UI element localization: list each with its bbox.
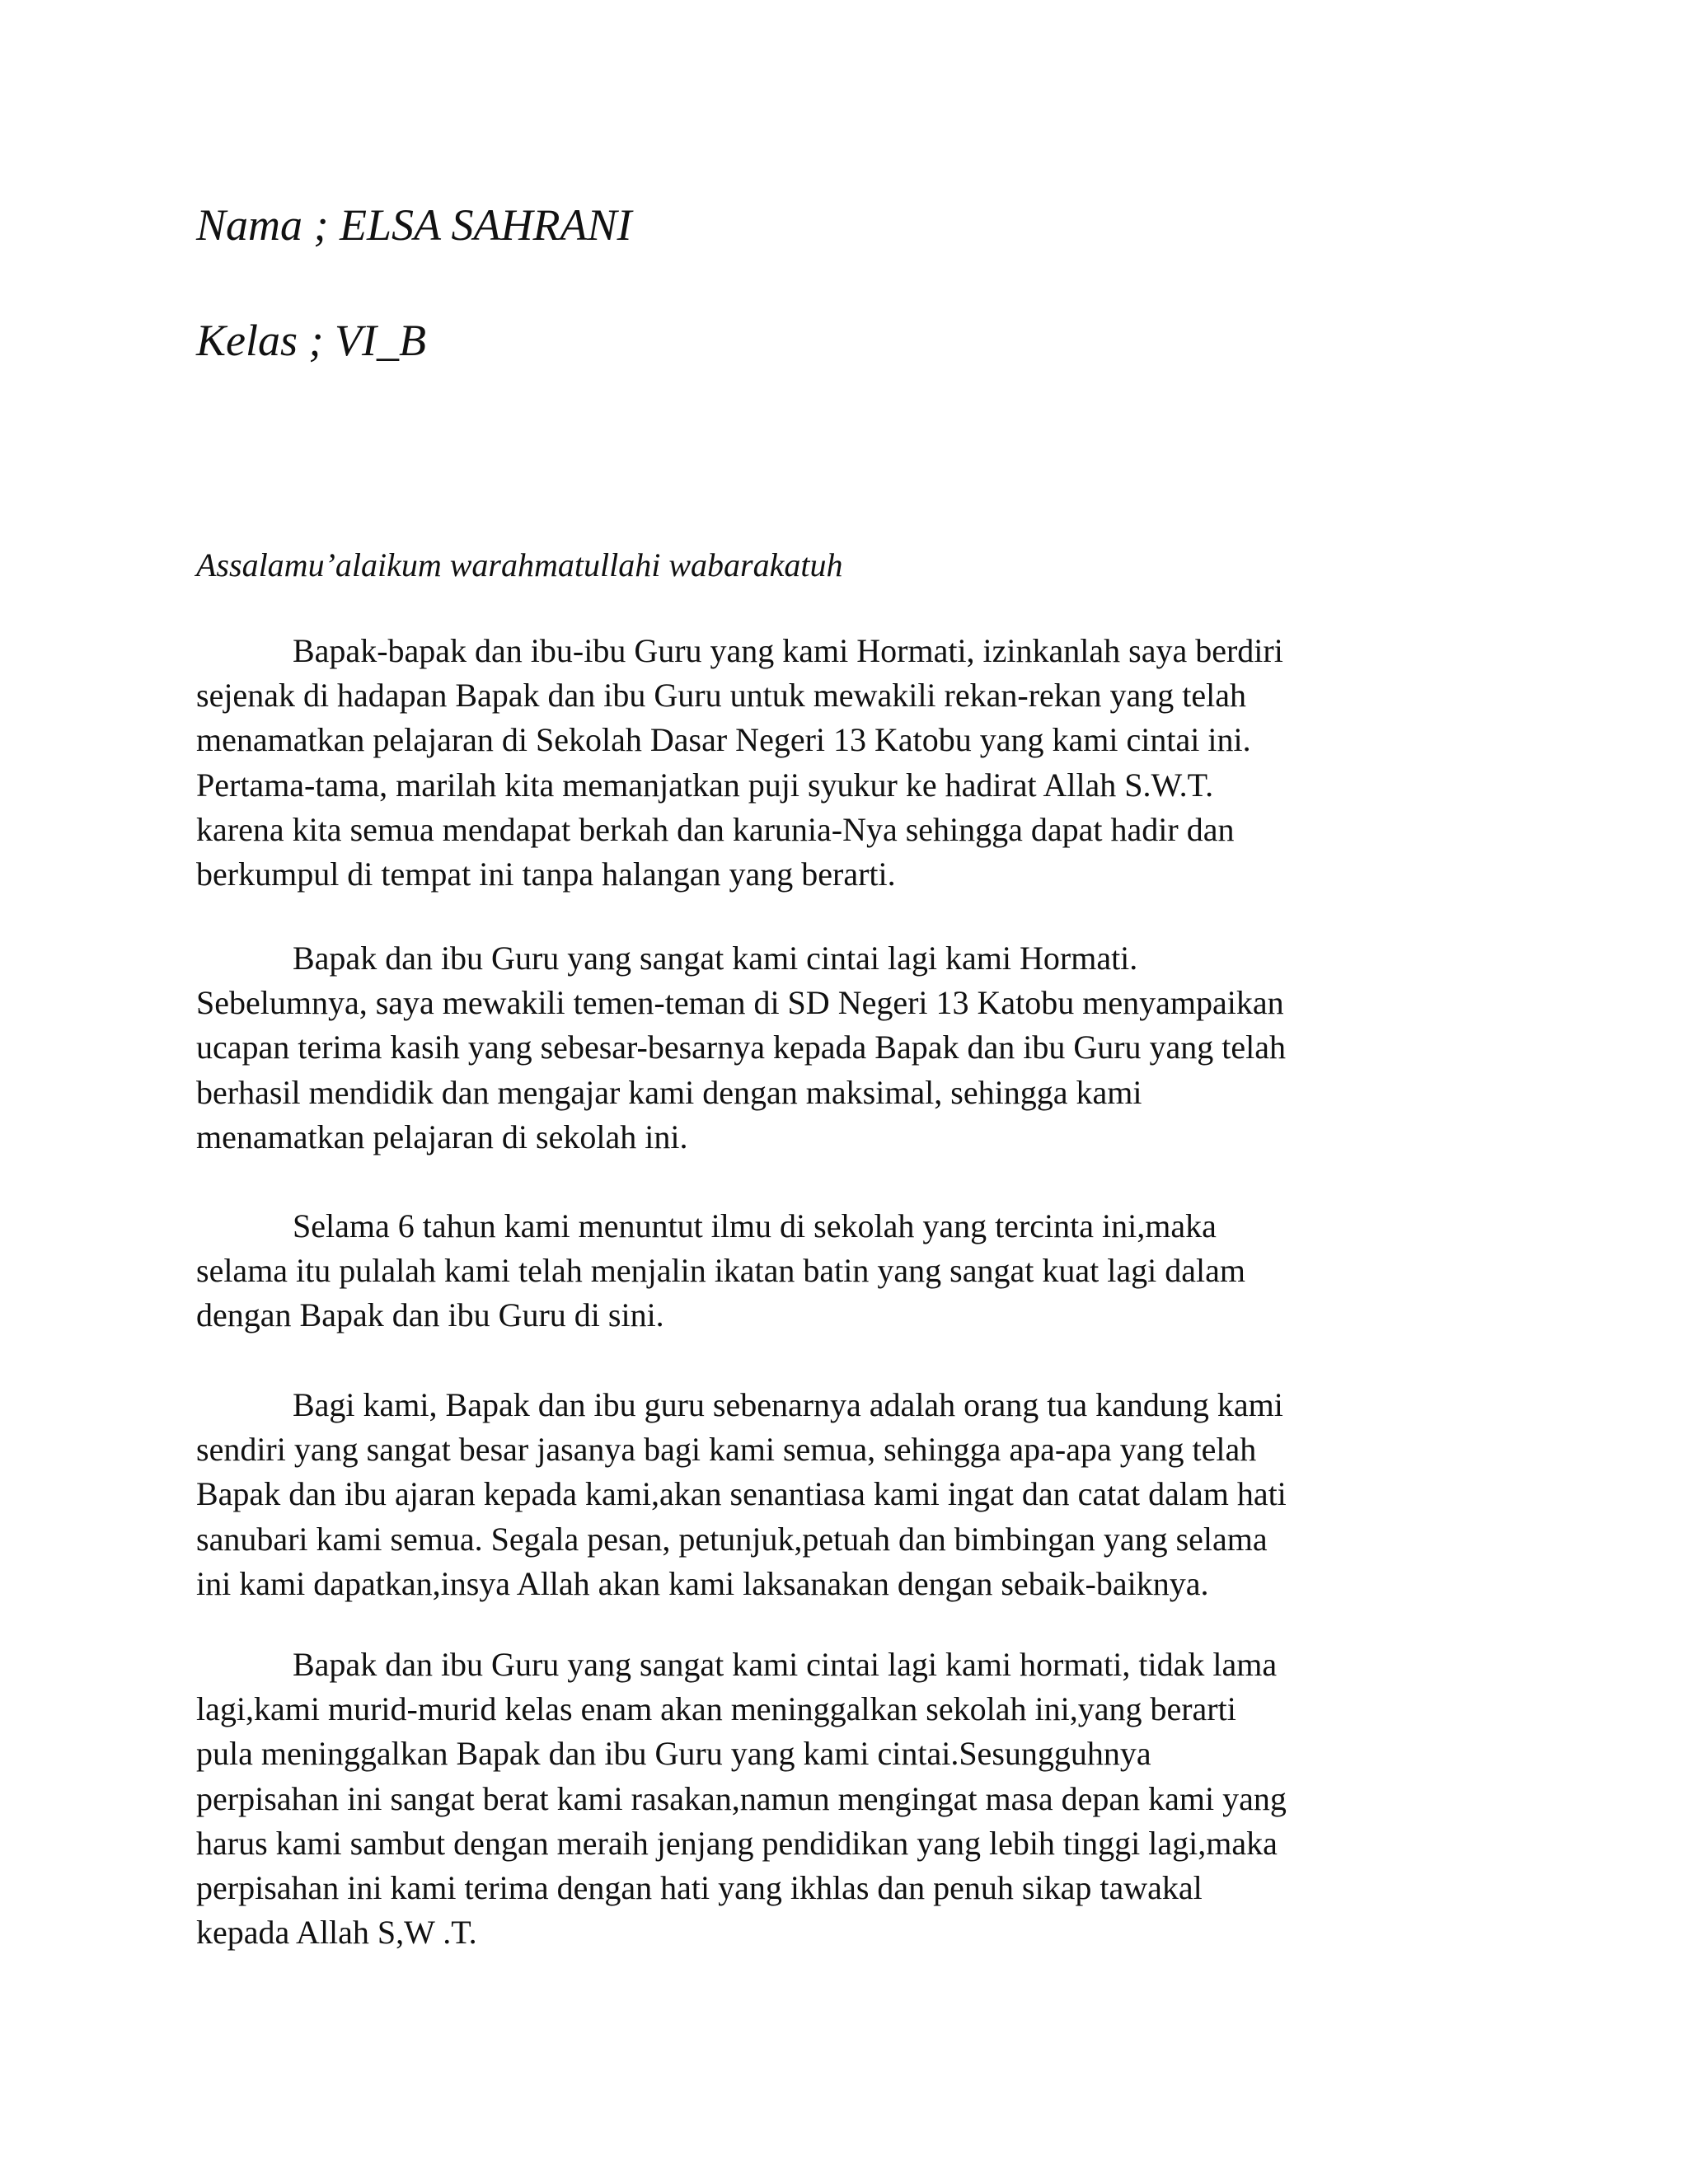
speech-paragraph-4 <box>196 1383 1287 1606</box>
text-line: berkumpul di tempat ini tanpa halangan yang berarti. <box>196 855 896 893</box>
speech-paragraph-5 <box>196 1643 1287 1955</box>
text-line: kepada Allah S,W .T. <box>196 1914 477 1952</box>
text-line: sejenak di hadapan Bapak dan ibu Guru untuk mewakili rekan-rekan yang telah <box>196 677 1247 715</box>
text-line: Sebelumnya, saya mewakili temen-teman di SD Negeri 13 Katobu menyampaikan <box>196 984 1284 1022</box>
text-line: Bapak dan ibu ajaran kepada kami,akan senantiasa kami ingat dan catat dalam hati <box>196 1475 1287 1513</box>
text-line: pula meninggalkan Bapak dan ibu Guru yang kami cintai.Sesungguhnya <box>196 1735 1151 1773</box>
text-line: Bapak dan ibu Guru yang sangat kami cintai lagi kami hormati, tidak lama <box>293 1646 1278 1683</box>
student-name-line: Nama ; ELSA SAHRANI <box>196 200 632 250</box>
text-line: harus kami sambut dengan meraih jenjang pendidikan yang lebih tinggi lagi,maka <box>196 1824 1278 1862</box>
student-class-line: Kelas ; VI_B <box>196 316 426 365</box>
text-line: lagi,kami murid-murid kelas enam akan meninggalkan sekolah ini,yang berarti <box>196 1690 1236 1728</box>
text-line: menamatkan pelajaran di Sekolah Dasar Negeri 13 Katobu yang kami cintai ini. <box>196 721 1251 759</box>
text-line: karena kita semua mendapat berkah dan karunia-Nya sehingga dapat hadir dan <box>196 810 1235 848</box>
text-line: perpisahan ini kami terima dengan hati yang ikhlas dan penuh sikap tawakal <box>196 1869 1203 1907</box>
text-line: menamatkan pelajaran di sekolah ini. <box>196 1118 688 1155</box>
text-line: ucapan terima kasih yang sebesar-besarnya kepada Bapak dan ibu Guru yang telah <box>196 1029 1287 1066</box>
speech-paragraph-1 <box>196 629 1283 897</box>
text-line: selama itu pulalah kami telah menjalin ikatan batin yang sangat kuat lagi dalam <box>196 1252 1245 1290</box>
text-line: sendiri yang sangat besar jasanya bagi kami semua, sehingga apa-apa yang telah <box>196 1431 1257 1469</box>
speech-paragraph-3 <box>196 1204 1245 1338</box>
text-line: dengan Bapak dan ibu Guru di sini. <box>196 1296 664 1334</box>
text-line: perpisahan ini sangat berat kami rasakan,namun mengingat masa depan kami yang <box>196 1779 1287 1817</box>
text-line: Bapak dan ibu Guru yang sangat kami cintai lagi kami Hormati. <box>293 940 1138 977</box>
text-line: ini kami dapatkan,insya Allah akan kami laksanakan dengan sebaik-baiknya. <box>196 1564 1209 1602</box>
text-line: sanubari kami semua. Segala pesan, petunjuk,petuah dan bimbingan yang selama <box>196 1520 1268 1558</box>
text-line: Pertama-tama, marilah kita memanjatkan puji syukur ke hadirat Allah S.W.T. <box>196 766 1214 804</box>
text-line: berhasil mendidik dan mengajar kami dengan maksimal, sehingga kami <box>196 1073 1142 1111</box>
text-line: Bapak-bapak dan ibu-ibu Guru yang kami Hormati, izinkanlah saya berdiri <box>293 632 1283 669</box>
speech-paragraph-2 <box>196 936 1286 1160</box>
text-line: Selama 6 tahun kami menuntut ilmu di sekolah yang tercinta ini,maka <box>293 1207 1217 1244</box>
text-line: Bagi kami, Bapak dan ibu guru sebenarnya adalah orang tua kandung kami <box>293 1386 1283 1423</box>
greeting-line: Assalamu’alaikum warahmatullahi wabarakatuh <box>196 546 843 583</box>
